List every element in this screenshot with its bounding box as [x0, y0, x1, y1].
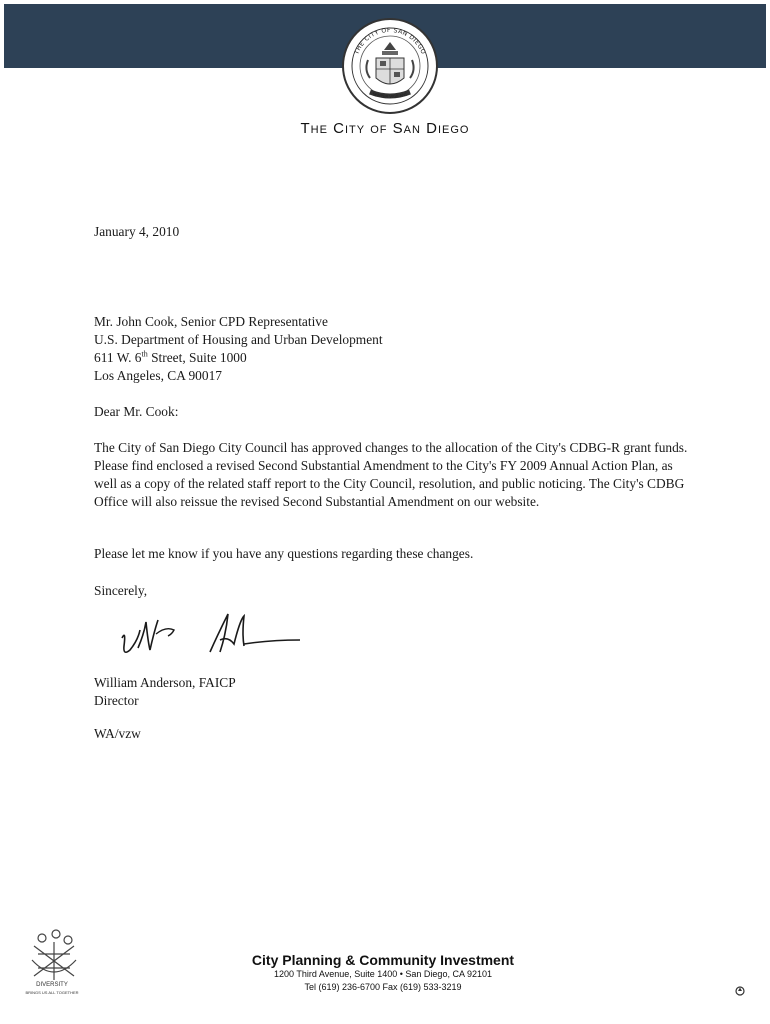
signer-name: William Anderson, FAICP — [94, 675, 236, 690]
closing: Sincerely, — [94, 583, 148, 598]
typist-initials: WA/vzw — [94, 726, 141, 741]
footer-address: 1200 Third Avenue, Suite 1400 • San Diego, CA 92101 — [274, 969, 492, 979]
recipient-city: Los Angeles, CA 90017 — [94, 368, 222, 383]
recipient-address — [94, 313, 674, 385]
diversity-label: DIVERSITY BRINGS US ALL TOGETHER — [25, 982, 79, 995]
salutation: Dear Mr. Cook: — [94, 404, 179, 419]
recipient-street: 611 W. 6th Street, Suite 1000 — [94, 349, 247, 365]
recipient-name: Mr. John Cook, Senior CPD Representative — [94, 314, 328, 329]
signature-icon — [110, 600, 310, 670]
recipient-org: U.S. Department of Housing and Urban Development — [94, 332, 383, 347]
body-paragraph-closing: Please let me know if you have any questions regarding these changes. — [94, 546, 474, 561]
signer-title: Director — [94, 693, 139, 708]
svg-text:SEMPER VIGILANS: SEMPER VIGILANS — [371, 91, 409, 100]
recycle-icon — [735, 986, 745, 996]
footer — [0, 952, 766, 994]
svg-text:THE CITY OF SAN DIEGO: THE CITY OF SAN DIEGO — [353, 26, 427, 56]
letter-date: January 4, 2010 — [94, 224, 180, 239]
signer-block — [94, 674, 674, 710]
city-seal-icon — [340, 16, 440, 116]
city-title: The City of San Diego — [300, 120, 470, 137]
footer-phone: Tel (619) 236-6700 Fax (619) 533-3219 — [304, 982, 462, 992]
footer-department: City Planning & Community Investment — [251, 952, 515, 968]
body-paragraph: The City of San Diego City Council has approved changes to the allocation of the City's CDBG-R grant funds. Please find enclosed a revised Second Substantial Amendment to the City's FY 2009 Annual Action Plan, as well as a copy of the related staff report to the City Council, resolution, and public noticing. The City's CDBG Office will also reissue the revised Second Substantial Amendment on our website. — [94, 440, 688, 509]
